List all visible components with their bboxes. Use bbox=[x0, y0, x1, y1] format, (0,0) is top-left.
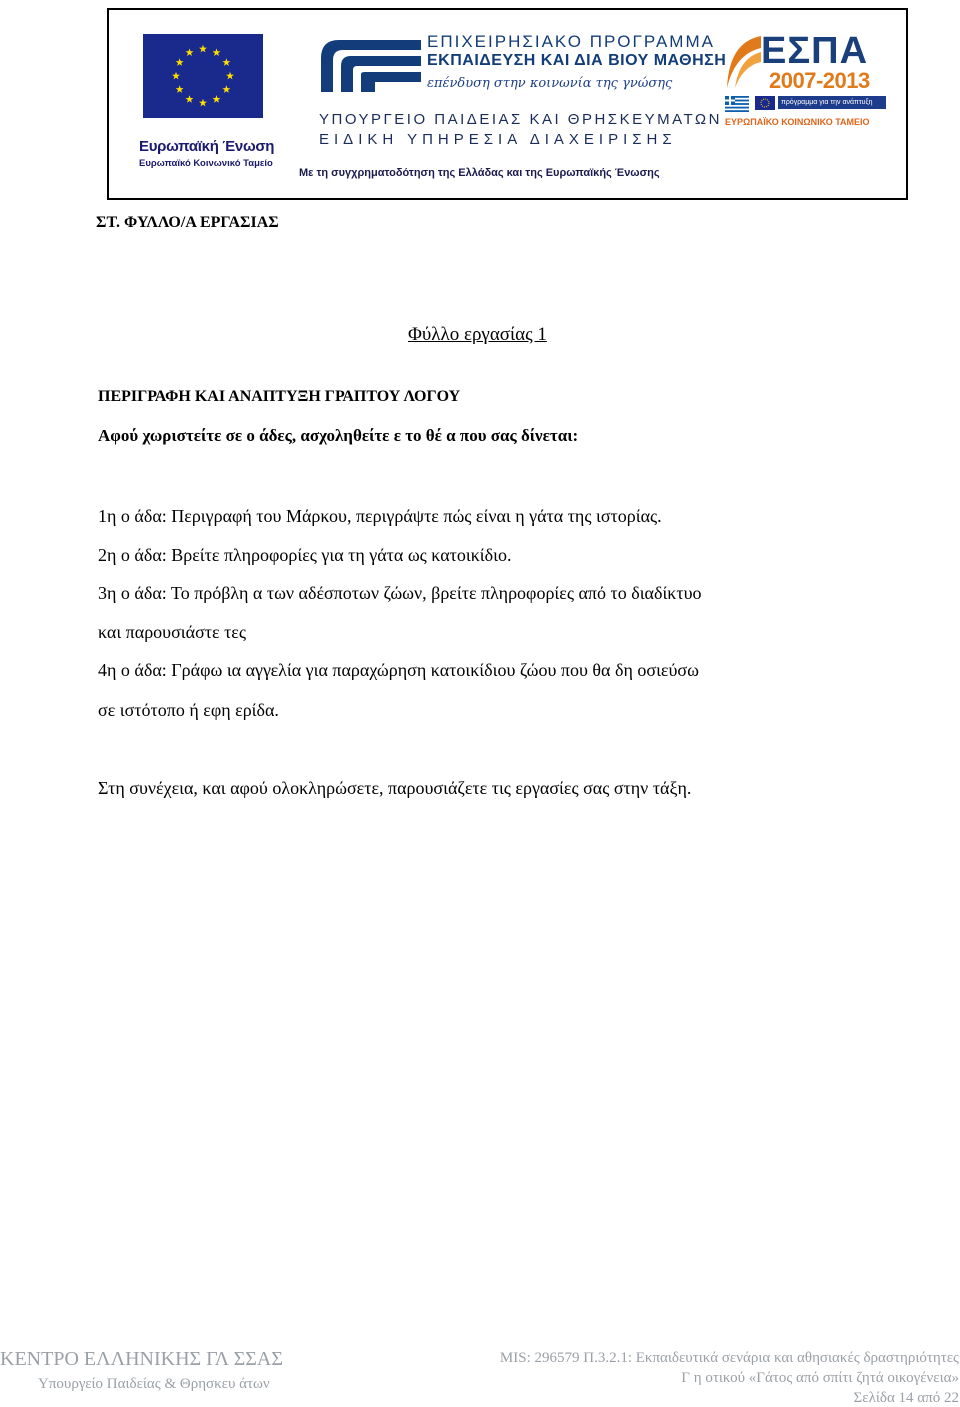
footer-ministry: Υπουργείο Παιδείας & Θρησκευ άτων bbox=[38, 1376, 270, 1392]
task-group-3-line2: και παρουσιάστε τες bbox=[98, 622, 246, 642]
footer-page-number: Σελίδα 14 από 22 bbox=[853, 1390, 959, 1406]
greek-flag-icon bbox=[725, 96, 749, 112]
espa-years: 2007-2013 bbox=[769, 68, 870, 93]
task-group-2: 2η ο άδα: Βρείτε πληροφορίες για τη γάτα ως κατοικίδιο. bbox=[98, 545, 512, 565]
programme-title-line1: ΕΠΙΧΕΙΡΗΣΙΑΚΟ ΠΡΟΓΡΑΜΜΑ bbox=[427, 32, 715, 51]
header-banner bbox=[107, 8, 908, 200]
sub-heading: ΠΕΡΙΓΡΑΦΗ ΚΑΙ ΑΝΑΠΤΥΞΗ ΓΡΑΠΤΟΥ ΛΟΓΟΥ bbox=[98, 388, 461, 405]
eu-flag-small-icon bbox=[755, 96, 775, 110]
ministry-name: ΥΠΟΥΡΓΕΙΟ ΠΑΙΔΕΙΑΣ ΚΑΙ ΘΡΗΣΚΕΥΜΑΤΩΝ bbox=[319, 111, 722, 128]
cofunding-note: Με τη συγχρηματοδότηση της Ελλάδας και της Ευρωπαϊκής Ένωσης bbox=[299, 167, 660, 179]
footer-scenario: Γ η οτικού «Γάτος από σπίτι ζητά οικογένεια» bbox=[681, 1370, 959, 1386]
footer-mis: MIS: 296579 Π.3.2.1: Εκπαιδευτικά σενάρια και αθησιακές δραστηριότητες bbox=[499, 1350, 959, 1366]
espa-name: ΕΣΠΑ bbox=[761, 30, 869, 72]
footer-organization: ΚΕΝΤΡΟ ΕΛΛΗΝΙΚΗΣ ΓΛ ΣΣΑΣ bbox=[0, 1348, 283, 1370]
espa-logo-icon bbox=[721, 32, 765, 92]
eu-logo-fund: Ευρωπαϊκό Κοινωνικό Ταμείο bbox=[139, 158, 273, 169]
task-group-4-line1: 4η ο άδα: Γράφω ια αγγελία για παραχώρηση κατοικίδιου ζώου που θα δη οσιεύσω bbox=[98, 660, 699, 680]
task-group-4-line2: σε ιστότοπο ή εφη ερίδα. bbox=[98, 700, 279, 720]
task-group-1: 1η ο άδα: Περιγραφή του Μάρκου, περιγράψτε πώς είναι η γάτα της ιστορίας. bbox=[98, 506, 662, 526]
worksheet-title: Φύλλο εργασίας 1 bbox=[408, 324, 547, 345]
closing-paragraph: Στη συνέχεια, και αφού ολοκληρώσετε, παρουσιάζετε τις εργασίες σας στην τάξη. bbox=[98, 778, 692, 798]
instruction: Αφού χωριστείτε σε ο άδες, ασχοληθείτε ε το θέ α που σας δίνεται: bbox=[98, 426, 579, 445]
section-title: ΣΤ. ΦΥΛΛΟ/Α ΕΡΓΑΣΙΑΣ bbox=[96, 214, 279, 231]
espa-fund: ΕΥΡΩΠΑΪΚΟ ΚΟΙΝΩΝΙΚΟ ΤΑΜΕΙΟ bbox=[725, 117, 870, 127]
eu-flag-icon bbox=[143, 34, 263, 118]
service-name: ΕΙΔΙΚΗ ΥΠΗΡΕΣΙΑ ΔΙΑΧΕΙΡΙΣΗΣ bbox=[319, 131, 677, 148]
espa-tagline: πρόγραμμα για την ανάπτυξη bbox=[778, 96, 886, 109]
eu-logo-name: Ευρωπαϊκή Ένωση bbox=[139, 138, 275, 155]
task-group-3-line1: 3η ο άδα: Το πρόβλη α των αδέσποτων ζώων, βρείτε πληροφορίες από το διαδίκτυο bbox=[98, 583, 702, 603]
programme-logo-icon bbox=[317, 34, 427, 96]
programme-slogan: επένδυση στην κοινωνία της γνώσης bbox=[427, 76, 673, 91]
programme-title-line2: ΕΚΠΑΙΔΕΥΣΗ ΚΑΙ ΔΙΑ ΒΙΟΥ ΜΑΘΗΣΗ bbox=[427, 52, 727, 69]
